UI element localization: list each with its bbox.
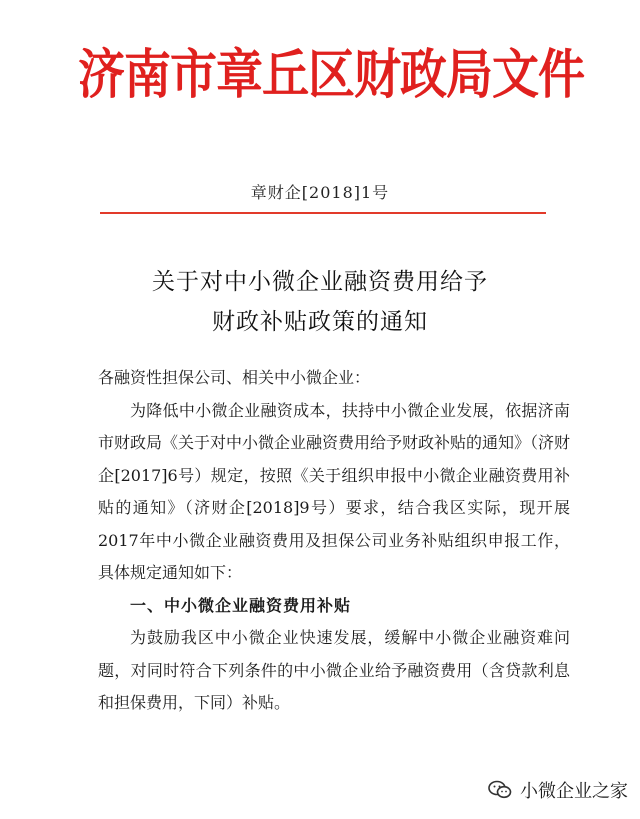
watermark bbox=[488, 777, 628, 803]
body-paragraph-1: 为降低中小微企业融资成本，扶持中小微企业发展，依据济南市财政局《关于对中小微企业融资费用给予财政补贴的通知》（济财企[2017]6号）规定，按照《关于组织申报中小微企业融资费用补贴的通知》（济财企[2018]9号）要求，结合我区实际，现开展2017年中小微企业融资费用及担保公司业务补贴组织申报工作，具体规定通知如下： bbox=[98, 400, 571, 582]
salutation: 各融资性担保公司、相关中小微企业： bbox=[98, 368, 371, 387]
watermark-text: 小微企业之家 bbox=[520, 781, 628, 802]
notice-title-line-1: 关于对中小微企业融资费用给予 bbox=[152, 269, 488, 295]
notice-body bbox=[98, 362, 570, 720]
document-number: 章财企[2018]1号 bbox=[250, 183, 390, 202]
red-separator-line bbox=[100, 212, 546, 214]
notice-title-line-2: 财政补贴政策的通知 bbox=[212, 309, 428, 335]
wechat-icon bbox=[488, 780, 512, 800]
section-heading-1: 一、中小微企业融资费用补贴 bbox=[130, 595, 352, 615]
body-paragraph-2: 为鼓励我区中小微企业快速发展，缓解中小微企业融资难问题，对同时符合下列条件的中小微企业给予融资费用（含贷款利息和担保费用，下同）补贴。 bbox=[98, 628, 570, 712]
issuer-header-title: 济南市章丘区财政局文件 bbox=[78, 44, 584, 107]
notice-title bbox=[0, 262, 640, 342]
